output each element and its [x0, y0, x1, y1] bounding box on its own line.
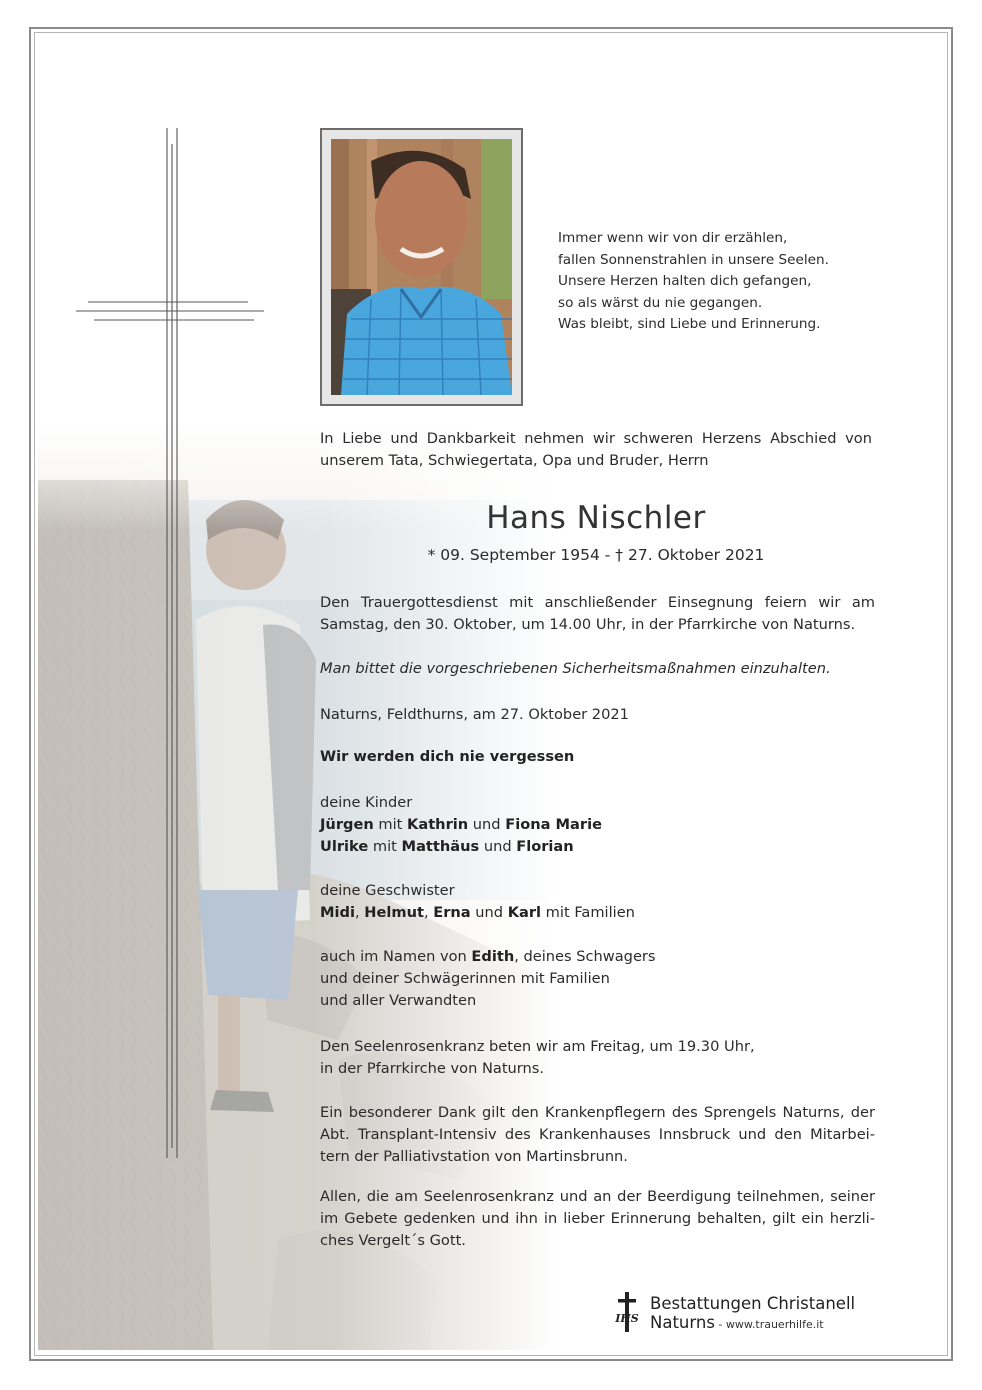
deceased-name: Hans Nischler: [486, 500, 706, 536]
also-section: [320, 946, 875, 1012]
rosary-line: in der Pfarrkirche von Naturns.: [320, 1060, 545, 1077]
grandchild-name: Florian: [516, 838, 574, 855]
child-name: Jürgen: [320, 816, 374, 833]
company-town: Naturns: [650, 1313, 715, 1332]
poem-line: so als wärst du nie gegangen.: [558, 294, 763, 311]
poem-line: Was bleibt, sind Liebe und Erinnerung.: [558, 316, 821, 332]
connector: mit: [368, 838, 402, 855]
also-line: und aller Verwandten: [320, 992, 477, 1009]
portrait-photo: [320, 128, 523, 406]
connector: und: [468, 816, 506, 833]
rosary-line: Den Seelenrosenkranz beten wir am Freitag, um 19.30 Uhr,: [320, 1038, 755, 1055]
separator: mit Familien: [541, 904, 635, 921]
sibling-name: Erna: [433, 904, 471, 921]
partner-name: Matthäus: [401, 838, 480, 855]
also-line: und deiner Schwägerinnen mit Familien: [320, 970, 610, 987]
service-text: Den Trauergottesdienst mit anschließender Einsegnung feiern wir am Samstag, den 30. Oktober, um 14.00 Uhr, in der Pfarrkirche von Naturns.: [320, 594, 875, 633]
siblings-section: [320, 880, 875, 924]
partner-name: Kathrin: [407, 816, 469, 833]
sibling-name: Karl: [507, 904, 542, 921]
poem-line: Immer wenn wir von dir erzählen,: [558, 230, 788, 246]
sibling-name: Helmut: [364, 904, 424, 921]
child-name: Ulrike: [320, 838, 369, 855]
connector: mit: [373, 816, 408, 833]
separator: und: [470, 904, 508, 921]
grandchild-name: Fiona Marie: [505, 816, 603, 833]
also-pre: auch im Namen von: [320, 948, 472, 965]
website-link[interactable]: - www.trauerhilfe.it: [714, 1318, 824, 1331]
safety-note: Man bittet die vorgeschriebenen Sicherheitsmaßnahmen einzuhalten.: [320, 660, 831, 677]
poem-line: Unsere Herzen halten dich gefangen,: [558, 273, 812, 289]
life-dates: * 09. September 1954 - † 27. Oktober 2021: [427, 546, 765, 564]
connector: und: [479, 838, 517, 855]
place-date: Naturns, Feldthurns, am 27. Oktober 2021: [320, 706, 629, 723]
also-post: , deines Schwagers: [514, 948, 656, 965]
siblings-line: [320, 902, 875, 924]
separator: ,: [354, 904, 365, 921]
logo-letters: IHS: [615, 1312, 639, 1325]
children-label: deine Kinder: [320, 794, 413, 811]
poem-line: fallen Sonnenstrahlen in unsere Seelen.: [558, 251, 829, 268]
cross-icon: [76, 128, 266, 1158]
ihs-cross-icon: [612, 1292, 642, 1332]
separator: ,: [423, 904, 434, 921]
also-name: Edith: [471, 948, 515, 965]
closing-text: Allen, die am Seelenrosenkranz und an der Beerdigung teilnehmen, seiner im Gebete gedenken und ihn in lieber Erinnerung behalten, gilt ein herzli-ches Vergelt´s Gott.: [320, 1188, 875, 1249]
company-town-line: [650, 1313, 824, 1332]
sibling-name: Midi: [320, 904, 355, 921]
also-line: [320, 946, 875, 968]
children-line: [320, 814, 875, 836]
motto-wrapper: [320, 746, 875, 768]
children-line: [320, 836, 875, 858]
funeral-home-logo: [612, 1292, 874, 1332]
motto: Wir werden dich nie vergessen: [320, 748, 575, 765]
thanks-text: Ein besonderer Dank gilt den Krankenpflegern des Sprengels Naturns, der Abt. Transplant-Intensiv des Krankenhauses Innsbruck und den Mitarbei-tern der Palliativstation von Martinsbrunn.: [320, 1104, 875, 1165]
poem: [558, 228, 829, 336]
intro-text: In Liebe und Dankbarkeit nehmen wir schweren Herzens Abschied von unserem Tata, Schwiegertata, Opa und Bruder, Herrn: [320, 430, 872, 469]
company-name: Bestattungen Christanell: [650, 1294, 856, 1313]
siblings-label: deine Geschwister: [320, 882, 455, 899]
children-section: [320, 792, 875, 858]
rosary-section: [320, 1036, 875, 1080]
